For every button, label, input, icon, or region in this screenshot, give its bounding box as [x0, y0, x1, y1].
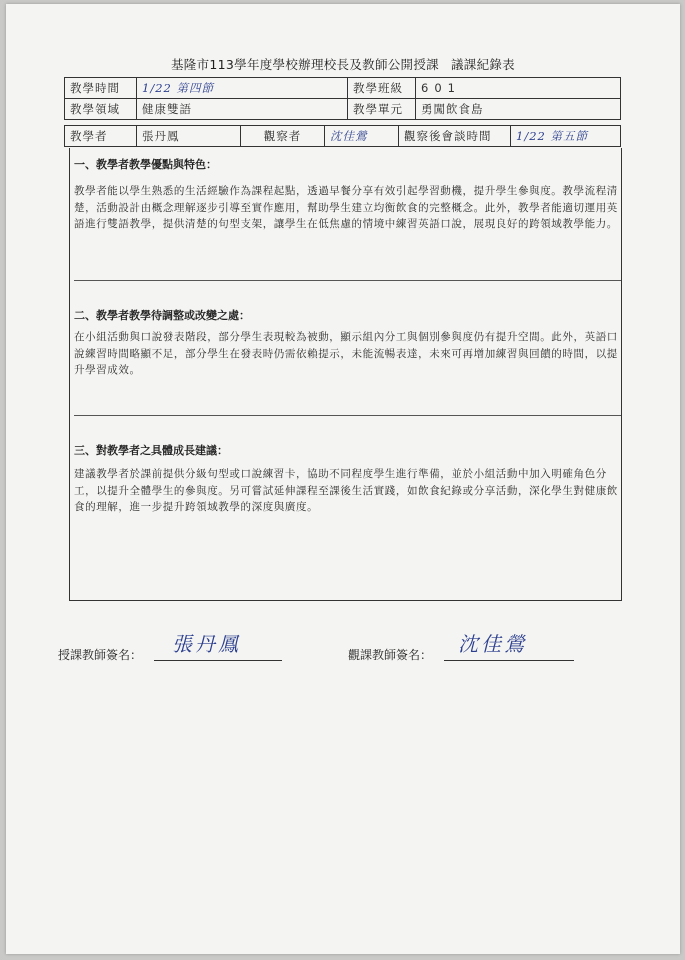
meta-table: [64, 77, 621, 120]
form-title: [6, 55, 680, 73]
section-1-heading: 一、教學者教學優點與特色：: [74, 158, 217, 171]
domain-value: 健康雙語: [137, 99, 348, 120]
teacher-value: 張丹鳳: [137, 126, 241, 147]
section-1-rule: [74, 280, 621, 281]
teacher-label: 教學者: [65, 126, 137, 147]
section-2-rule: [74, 415, 621, 416]
section-3-heading: 三、對教學者之具體成長建議：: [74, 444, 228, 457]
meta-row-time: [65, 78, 621, 99]
section-1-body: 教學者能以學生熟悉的生活經驗作為課程起點，透過早餐分享有效引起學習動機，提升學生參與度。教學流程清楚，活動設計由概念理解逐步引導至實作應用，幫助學生建立均衡飲食的完整概念。此外，教學者能適切運用英語進行雙語教學，提供清楚的句型支架，讓學生在低焦慮的情境中練習英語口說，展現良好的跨領域教學能力。: [74, 185, 618, 230]
time-value: 1/22 第四節: [137, 78, 348, 99]
title-main: 基隆市113學年度學校辦理校長及教師公開授課: [171, 57, 439, 72]
meeting-value: 1/22 第五節: [511, 126, 621, 147]
teacher-signature: 張丹鳳: [172, 632, 241, 656]
meta-row-people: [65, 126, 621, 147]
class-label: 教學班級: [348, 78, 416, 99]
time-label: 教學時間: [65, 78, 137, 99]
observer-label: 觀察者: [241, 126, 325, 147]
class-value: 601: [416, 78, 621, 99]
observer-signature: 沈佳鶯: [458, 632, 527, 656]
section-2-heading: 二、教學者教學待調整或改變之處：: [74, 309, 250, 322]
section-2-body: 在小組活動與口說發表階段，部分學生表現較為被動，顯示組內分工與個別參與度仍有提升空間。此外，英語口說練習時間略顯不足，部分學生在發表時仍需依賴提示，未能流暢表達，未來可再增加練習與回饋的時間，以提升學習成效。: [74, 331, 618, 376]
domain-label: 教學領域: [65, 99, 137, 120]
teacher-signature-label: 授課教師簽名：: [58, 648, 143, 662]
observer-signature-label: 觀課教師簽名：: [348, 648, 433, 662]
unit-value: 勇闖飲食島: [416, 99, 621, 120]
observer-value: 沈佳鶯: [325, 126, 399, 147]
form-paper: [6, 4, 680, 954]
meeting-label: 觀察後會談時間: [399, 126, 511, 147]
title-sub: 議課紀錄表: [450, 57, 515, 72]
unit-label: 教學單元: [348, 99, 416, 120]
section-3-body: 建議教學者於課前提供分級句型或口說練習卡，協助不同程度學生進行準備，並於小組活動中加入明確角色分工，以提升全體學生的參與度。另可嘗試延伸課程至課後生活實踐，如飲食紀錄或分享活動，深化學生對健康飲食的理解，進一步提升跨領域教學的深度與廣度。: [74, 468, 618, 513]
teacher-signature-line: [154, 660, 282, 661]
meta-table-people: [64, 125, 621, 147]
observer-signature-line: [444, 660, 574, 661]
meta-row-domain: [65, 99, 621, 120]
